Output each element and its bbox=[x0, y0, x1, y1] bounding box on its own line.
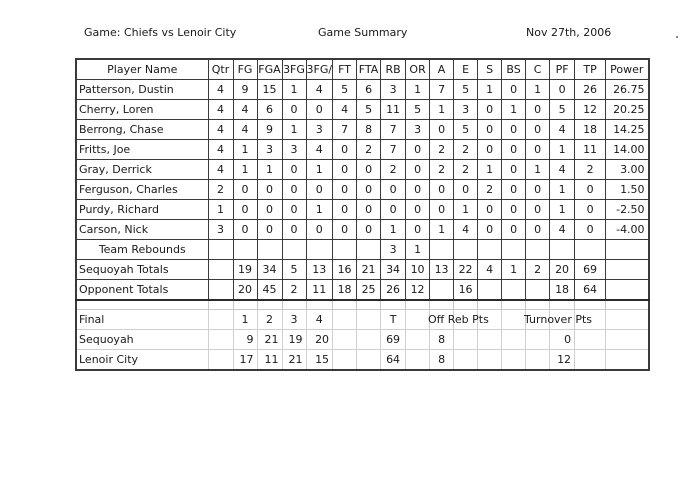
stat-tp: 11 bbox=[575, 140, 606, 160]
stat-fta: 0 bbox=[357, 160, 381, 180]
stat-tp: 26 bbox=[575, 80, 606, 100]
player-row bbox=[76, 180, 649, 200]
player-name: Ferguson, Charles bbox=[76, 180, 208, 200]
player-row bbox=[76, 80, 649, 100]
stat-bs: 0 bbox=[502, 120, 526, 140]
stat-rb: 3 bbox=[381, 80, 406, 100]
stat-3fg: 0 bbox=[282, 160, 306, 180]
stat-3fga: 1 bbox=[306, 160, 333, 180]
col-header-tp: TP bbox=[575, 59, 606, 80]
stat-rb: 0 bbox=[381, 200, 406, 220]
stat-c: 0 bbox=[526, 140, 550, 160]
stat-ft: 0 bbox=[333, 140, 357, 160]
empty-cell bbox=[478, 350, 502, 371]
stat-ft: 0 bbox=[333, 220, 357, 240]
stat-s: 2 bbox=[478, 180, 502, 200]
turnover-pts-header: Turnover Pts bbox=[524, 313, 593, 326]
stat-fg: 0 bbox=[233, 180, 257, 200]
total-or: 12 bbox=[406, 280, 430, 301]
stat-or: 1 bbox=[406, 80, 430, 100]
stat-3fga: 4 bbox=[306, 140, 333, 160]
scan-speck bbox=[676, 36, 678, 38]
power-rating: 20.25 bbox=[606, 100, 649, 120]
stat-a: 2 bbox=[430, 160, 454, 180]
stat-tp: 18 bbox=[575, 120, 606, 140]
total-fg: 20 bbox=[233, 280, 257, 301]
empty-cell bbox=[502, 350, 526, 371]
empty-cell bbox=[208, 350, 233, 371]
player-row bbox=[76, 220, 649, 240]
empty-cell bbox=[575, 330, 606, 350]
stat-fta: 5 bbox=[357, 100, 381, 120]
stat-or: 0 bbox=[406, 160, 430, 180]
player-row bbox=[76, 100, 649, 120]
stat-a: 2 bbox=[430, 140, 454, 160]
stat-ft: 5 bbox=[333, 80, 357, 100]
final-score-row bbox=[76, 350, 649, 371]
stat-fta: 2 bbox=[357, 140, 381, 160]
total-pf: 18 bbox=[550, 280, 575, 301]
header-row bbox=[76, 59, 649, 80]
total-3fga: 13 bbox=[306, 260, 333, 280]
power-rating: 14.25 bbox=[606, 120, 649, 140]
power-rating: -4.00 bbox=[606, 220, 649, 240]
stat-or: 3 bbox=[406, 120, 430, 140]
col-header-ft: FT bbox=[333, 59, 357, 80]
stat-3fga: 0 bbox=[306, 100, 333, 120]
stat-c: 0 bbox=[526, 200, 550, 220]
empty-cell bbox=[406, 350, 430, 371]
quarter-score: 21 bbox=[282, 350, 306, 371]
col-header-qtr: Qtr bbox=[208, 59, 233, 80]
total-a bbox=[430, 280, 454, 301]
stat-c: 1 bbox=[526, 80, 550, 100]
quarter-score: 15 bbox=[306, 350, 333, 371]
stat-ft: 4 bbox=[333, 100, 357, 120]
col-header-3fga: 3FG/ bbox=[306, 59, 333, 80]
quarter-score: 11 bbox=[257, 350, 282, 371]
stat-3fg: 1 bbox=[282, 120, 306, 140]
team-rebounds-or: 1 bbox=[406, 240, 430, 260]
stat-tp: 0 bbox=[575, 180, 606, 200]
stat-bs: 0 bbox=[502, 180, 526, 200]
stat-a: 0 bbox=[430, 180, 454, 200]
stat-qtr: 3 bbox=[208, 220, 233, 240]
col-header-or: OR bbox=[406, 59, 430, 80]
total-power bbox=[606, 260, 649, 280]
totals-label: Opponent Totals bbox=[76, 280, 208, 301]
player-row bbox=[76, 200, 649, 220]
empty-cell bbox=[357, 330, 381, 350]
final-label: Final bbox=[76, 310, 208, 330]
power-rating: 14.00 bbox=[606, 140, 649, 160]
stat-s: 0 bbox=[478, 140, 502, 160]
quarter-score: 20 bbox=[306, 330, 333, 350]
stat-tp: 0 bbox=[575, 220, 606, 240]
col-header-player-name: Player Name bbox=[76, 59, 208, 80]
final-total: 69 bbox=[381, 330, 406, 350]
stat-rb: 2 bbox=[381, 160, 406, 180]
col-header-c: C bbox=[526, 59, 550, 80]
stat-tp: 0 bbox=[575, 200, 606, 220]
empty-cell bbox=[606, 350, 649, 371]
power-rating: 1.50 bbox=[606, 180, 649, 200]
empty-cell bbox=[406, 330, 430, 350]
stat-bs: 0 bbox=[502, 80, 526, 100]
stat-e: 2 bbox=[454, 160, 478, 180]
player-row bbox=[76, 120, 649, 140]
stat-a: 7 bbox=[430, 80, 454, 100]
stat-e: 0 bbox=[454, 180, 478, 200]
stat-tp: 2 bbox=[575, 160, 606, 180]
player-name: Fritts, Joe bbox=[76, 140, 208, 160]
stat-rb: 0 bbox=[381, 180, 406, 200]
total-fg: 19 bbox=[233, 260, 257, 280]
empty-cell bbox=[357, 350, 381, 371]
stat-3fga: 3 bbox=[306, 120, 333, 140]
stat-3fg: 1 bbox=[282, 80, 306, 100]
stat-c: 0 bbox=[526, 120, 550, 140]
player-name: Patterson, Dustin bbox=[76, 80, 208, 100]
total-fga: 45 bbox=[257, 280, 282, 301]
off-reb-pts: 8 bbox=[430, 350, 454, 371]
total-fta: 25 bbox=[357, 280, 381, 301]
quarter-score: 19 bbox=[282, 330, 306, 350]
empty-cell bbox=[454, 350, 478, 371]
total-tp: 69 bbox=[575, 260, 606, 280]
total-bs bbox=[502, 280, 526, 301]
turnover-pts: 12 bbox=[550, 350, 575, 371]
total-3fga: 11 bbox=[306, 280, 333, 301]
col-header-e: E bbox=[454, 59, 478, 80]
stat-3fg: 0 bbox=[282, 180, 306, 200]
stat-bs: 1 bbox=[502, 100, 526, 120]
final-total-header: T bbox=[381, 310, 406, 330]
totals-label: Sequoyah Totals bbox=[76, 260, 208, 280]
stat-3fga: 0 bbox=[306, 180, 333, 200]
stat-fga: 1 bbox=[257, 160, 282, 180]
stat-fga: 0 bbox=[257, 220, 282, 240]
stat-pf: 1 bbox=[550, 200, 575, 220]
game-date: Nov 27th, 2006 bbox=[526, 26, 612, 39]
power-rating: -2.50 bbox=[606, 200, 649, 220]
col-header-power: Power bbox=[606, 59, 649, 80]
col-header-fg: FG bbox=[233, 59, 257, 80]
total-fta: 21 bbox=[357, 260, 381, 280]
stat-e: 5 bbox=[454, 120, 478, 140]
col-header-a: A bbox=[430, 59, 454, 80]
final-q4-header: 4 bbox=[306, 310, 333, 330]
total-power bbox=[606, 280, 649, 301]
total-3fg: 5 bbox=[282, 260, 306, 280]
stat-qtr: 2 bbox=[208, 180, 233, 200]
stat-e: 1 bbox=[454, 200, 478, 220]
stat-rb: 7 bbox=[381, 120, 406, 140]
stat-pf: 4 bbox=[550, 220, 575, 240]
stat-e: 3 bbox=[454, 100, 478, 120]
stat-c: 1 bbox=[526, 160, 550, 180]
stat-3fga: 4 bbox=[306, 80, 333, 100]
final-q2-header: 2 bbox=[257, 310, 282, 330]
stat-ft: 0 bbox=[333, 160, 357, 180]
stat-3fg: 3 bbox=[282, 140, 306, 160]
total-s: 4 bbox=[478, 260, 502, 280]
stat-qtr: 4 bbox=[208, 80, 233, 100]
stat-rb: 7 bbox=[381, 140, 406, 160]
stat-fga: 0 bbox=[257, 180, 282, 200]
stat-bs: 0 bbox=[502, 160, 526, 180]
total-bs: 1 bbox=[502, 260, 526, 280]
total-ft: 18 bbox=[333, 280, 357, 301]
player-row bbox=[76, 140, 649, 160]
stat-a: 0 bbox=[430, 200, 454, 220]
player-rows bbox=[76, 80, 649, 240]
stat-pf: 4 bbox=[550, 120, 575, 140]
team-rebounds-label: Team Rebounds bbox=[76, 240, 208, 260]
stat-fta: 6 bbox=[357, 80, 381, 100]
stat-a: 0 bbox=[430, 120, 454, 140]
empty-cell bbox=[478, 330, 502, 350]
total-e: 16 bbox=[454, 280, 478, 301]
player-name: Berrong, Chase bbox=[76, 120, 208, 140]
col-header-s: S bbox=[478, 59, 502, 80]
totals-row bbox=[76, 280, 649, 301]
col-header-bs: BS bbox=[502, 59, 526, 80]
total-fga: 34 bbox=[257, 260, 282, 280]
stat-c: 0 bbox=[526, 180, 550, 200]
stat-pf: 5 bbox=[550, 100, 575, 120]
player-name: Gray, Derrick bbox=[76, 160, 208, 180]
empty-cell bbox=[208, 330, 233, 350]
stat-fga: 6 bbox=[257, 100, 282, 120]
total-pf: 20 bbox=[550, 260, 575, 280]
stat-fg: 1 bbox=[233, 140, 257, 160]
stat-or: 0 bbox=[406, 220, 430, 240]
page-title: Game Summary bbox=[318, 26, 408, 39]
empty-cell bbox=[526, 330, 550, 350]
empty-cell bbox=[454, 330, 478, 350]
stat-s: 1 bbox=[478, 160, 502, 180]
total-3fg: 2 bbox=[282, 280, 306, 301]
stat-or: 0 bbox=[406, 180, 430, 200]
stat-c: 0 bbox=[526, 220, 550, 240]
empty-cell bbox=[575, 350, 606, 371]
stat-ft: 0 bbox=[333, 200, 357, 220]
stat-or: 5 bbox=[406, 100, 430, 120]
stat-fg: 0 bbox=[233, 220, 257, 240]
quarter-score: 17 bbox=[233, 350, 257, 371]
stat-pf: 0 bbox=[550, 80, 575, 100]
stat-pf: 1 bbox=[550, 180, 575, 200]
stat-qtr: 4 bbox=[208, 140, 233, 160]
stat-fga: 9 bbox=[257, 120, 282, 140]
total-rows bbox=[76, 260, 649, 301]
player-name: Purdy, Richard bbox=[76, 200, 208, 220]
stat-s: 0 bbox=[478, 100, 502, 120]
stat-or: 0 bbox=[406, 140, 430, 160]
turnover-pts: 0 bbox=[550, 330, 575, 350]
stat-fta: 0 bbox=[357, 180, 381, 200]
stat-fg: 4 bbox=[233, 120, 257, 140]
stat-bs: 0 bbox=[502, 220, 526, 240]
final-score-row bbox=[76, 330, 649, 350]
stat-fga: 15 bbox=[257, 80, 282, 100]
stat-fg: 4 bbox=[233, 100, 257, 120]
power-rating: 3.00 bbox=[606, 160, 649, 180]
stat-a: 1 bbox=[430, 100, 454, 120]
stat-s: 0 bbox=[478, 120, 502, 140]
stat-e: 2 bbox=[454, 140, 478, 160]
final-team-name: Lenoir City bbox=[76, 350, 208, 371]
empty-cell bbox=[502, 330, 526, 350]
player-name: Cherry, Loren bbox=[76, 100, 208, 120]
stat-3fga: 1 bbox=[306, 200, 333, 220]
total-c: 2 bbox=[526, 260, 550, 280]
stat-qtr: 4 bbox=[208, 160, 233, 180]
total-rb: 26 bbox=[381, 280, 406, 301]
col-header-pf: PF bbox=[550, 59, 575, 80]
stat-e: 4 bbox=[454, 220, 478, 240]
quarter-score: 21 bbox=[257, 330, 282, 350]
stat-3fg: 0 bbox=[282, 100, 306, 120]
stat-fta: 0 bbox=[357, 220, 381, 240]
empty-cell bbox=[606, 330, 649, 350]
stat-a: 1 bbox=[430, 220, 454, 240]
stat-fg: 0 bbox=[233, 200, 257, 220]
stat-3fg: 0 bbox=[282, 220, 306, 240]
stat-rb: 1 bbox=[381, 220, 406, 240]
power-rating: 26.75 bbox=[606, 80, 649, 100]
off-reb-pts-header: Off Reb Pts bbox=[428, 313, 489, 326]
stat-qtr: 4 bbox=[208, 120, 233, 140]
game-matchup: Game: Chiefs vs Lenoir City bbox=[84, 26, 237, 39]
total-qtr bbox=[208, 280, 233, 301]
player-name: Carson, Nick bbox=[76, 220, 208, 240]
stat-ft: 0 bbox=[333, 180, 357, 200]
stat-s: 0 bbox=[478, 220, 502, 240]
quarter-score: 9 bbox=[233, 330, 257, 350]
stat-c: 0 bbox=[526, 100, 550, 120]
empty-cell bbox=[526, 350, 550, 371]
stat-e: 5 bbox=[454, 80, 478, 100]
stat-fg: 1 bbox=[233, 160, 257, 180]
final-team-name: Sequoyah bbox=[76, 330, 208, 350]
empty-cell bbox=[333, 330, 357, 350]
totals-row bbox=[76, 260, 649, 280]
off-reb-pts: 8 bbox=[430, 330, 454, 350]
final-q3-header: 3 bbox=[282, 310, 306, 330]
stat-fg: 9 bbox=[233, 80, 257, 100]
stat-bs: 0 bbox=[502, 200, 526, 220]
stat-fga: 3 bbox=[257, 140, 282, 160]
player-row bbox=[76, 160, 649, 180]
total-c bbox=[526, 280, 550, 301]
team-rebounds-row bbox=[76, 240, 649, 260]
stat-pf: 4 bbox=[550, 160, 575, 180]
stat-fta: 8 bbox=[357, 120, 381, 140]
final-q1-header: 1 bbox=[233, 310, 257, 330]
stat-pf: 1 bbox=[550, 140, 575, 160]
stat-rb: 11 bbox=[381, 100, 406, 120]
stat-3fga: 0 bbox=[306, 220, 333, 240]
stat-ft: 7 bbox=[333, 120, 357, 140]
final-rows bbox=[76, 330, 649, 371]
total-ft: 16 bbox=[333, 260, 357, 280]
total-e: 22 bbox=[454, 260, 478, 280]
stat-s: 0 bbox=[478, 200, 502, 220]
total-rb: 34 bbox=[381, 260, 406, 280]
total-qtr bbox=[208, 260, 233, 280]
section-gap bbox=[76, 300, 649, 310]
stat-qtr: 1 bbox=[208, 200, 233, 220]
total-or: 10 bbox=[406, 260, 430, 280]
col-header-3fg: 3FG bbox=[282, 59, 306, 80]
total-a: 13 bbox=[430, 260, 454, 280]
empty-cell bbox=[333, 350, 357, 371]
stat-tp: 12 bbox=[575, 100, 606, 120]
total-tp: 64 bbox=[575, 280, 606, 301]
col-header-fta: FTA bbox=[357, 59, 381, 80]
stat-s: 1 bbox=[478, 80, 502, 100]
stat-3fg: 0 bbox=[282, 200, 306, 220]
total-s bbox=[478, 280, 502, 301]
stat-or: 0 bbox=[406, 200, 430, 220]
team-rebounds-rb: 3 bbox=[381, 240, 406, 260]
stat-bs: 0 bbox=[502, 140, 526, 160]
col-header-rb: RB bbox=[381, 59, 406, 80]
col-header-fga: FGA bbox=[257, 59, 282, 80]
final-total: 64 bbox=[381, 350, 406, 371]
stat-qtr: 4 bbox=[208, 100, 233, 120]
stat-fga: 0 bbox=[257, 200, 282, 220]
stat-fta: 0 bbox=[357, 200, 381, 220]
